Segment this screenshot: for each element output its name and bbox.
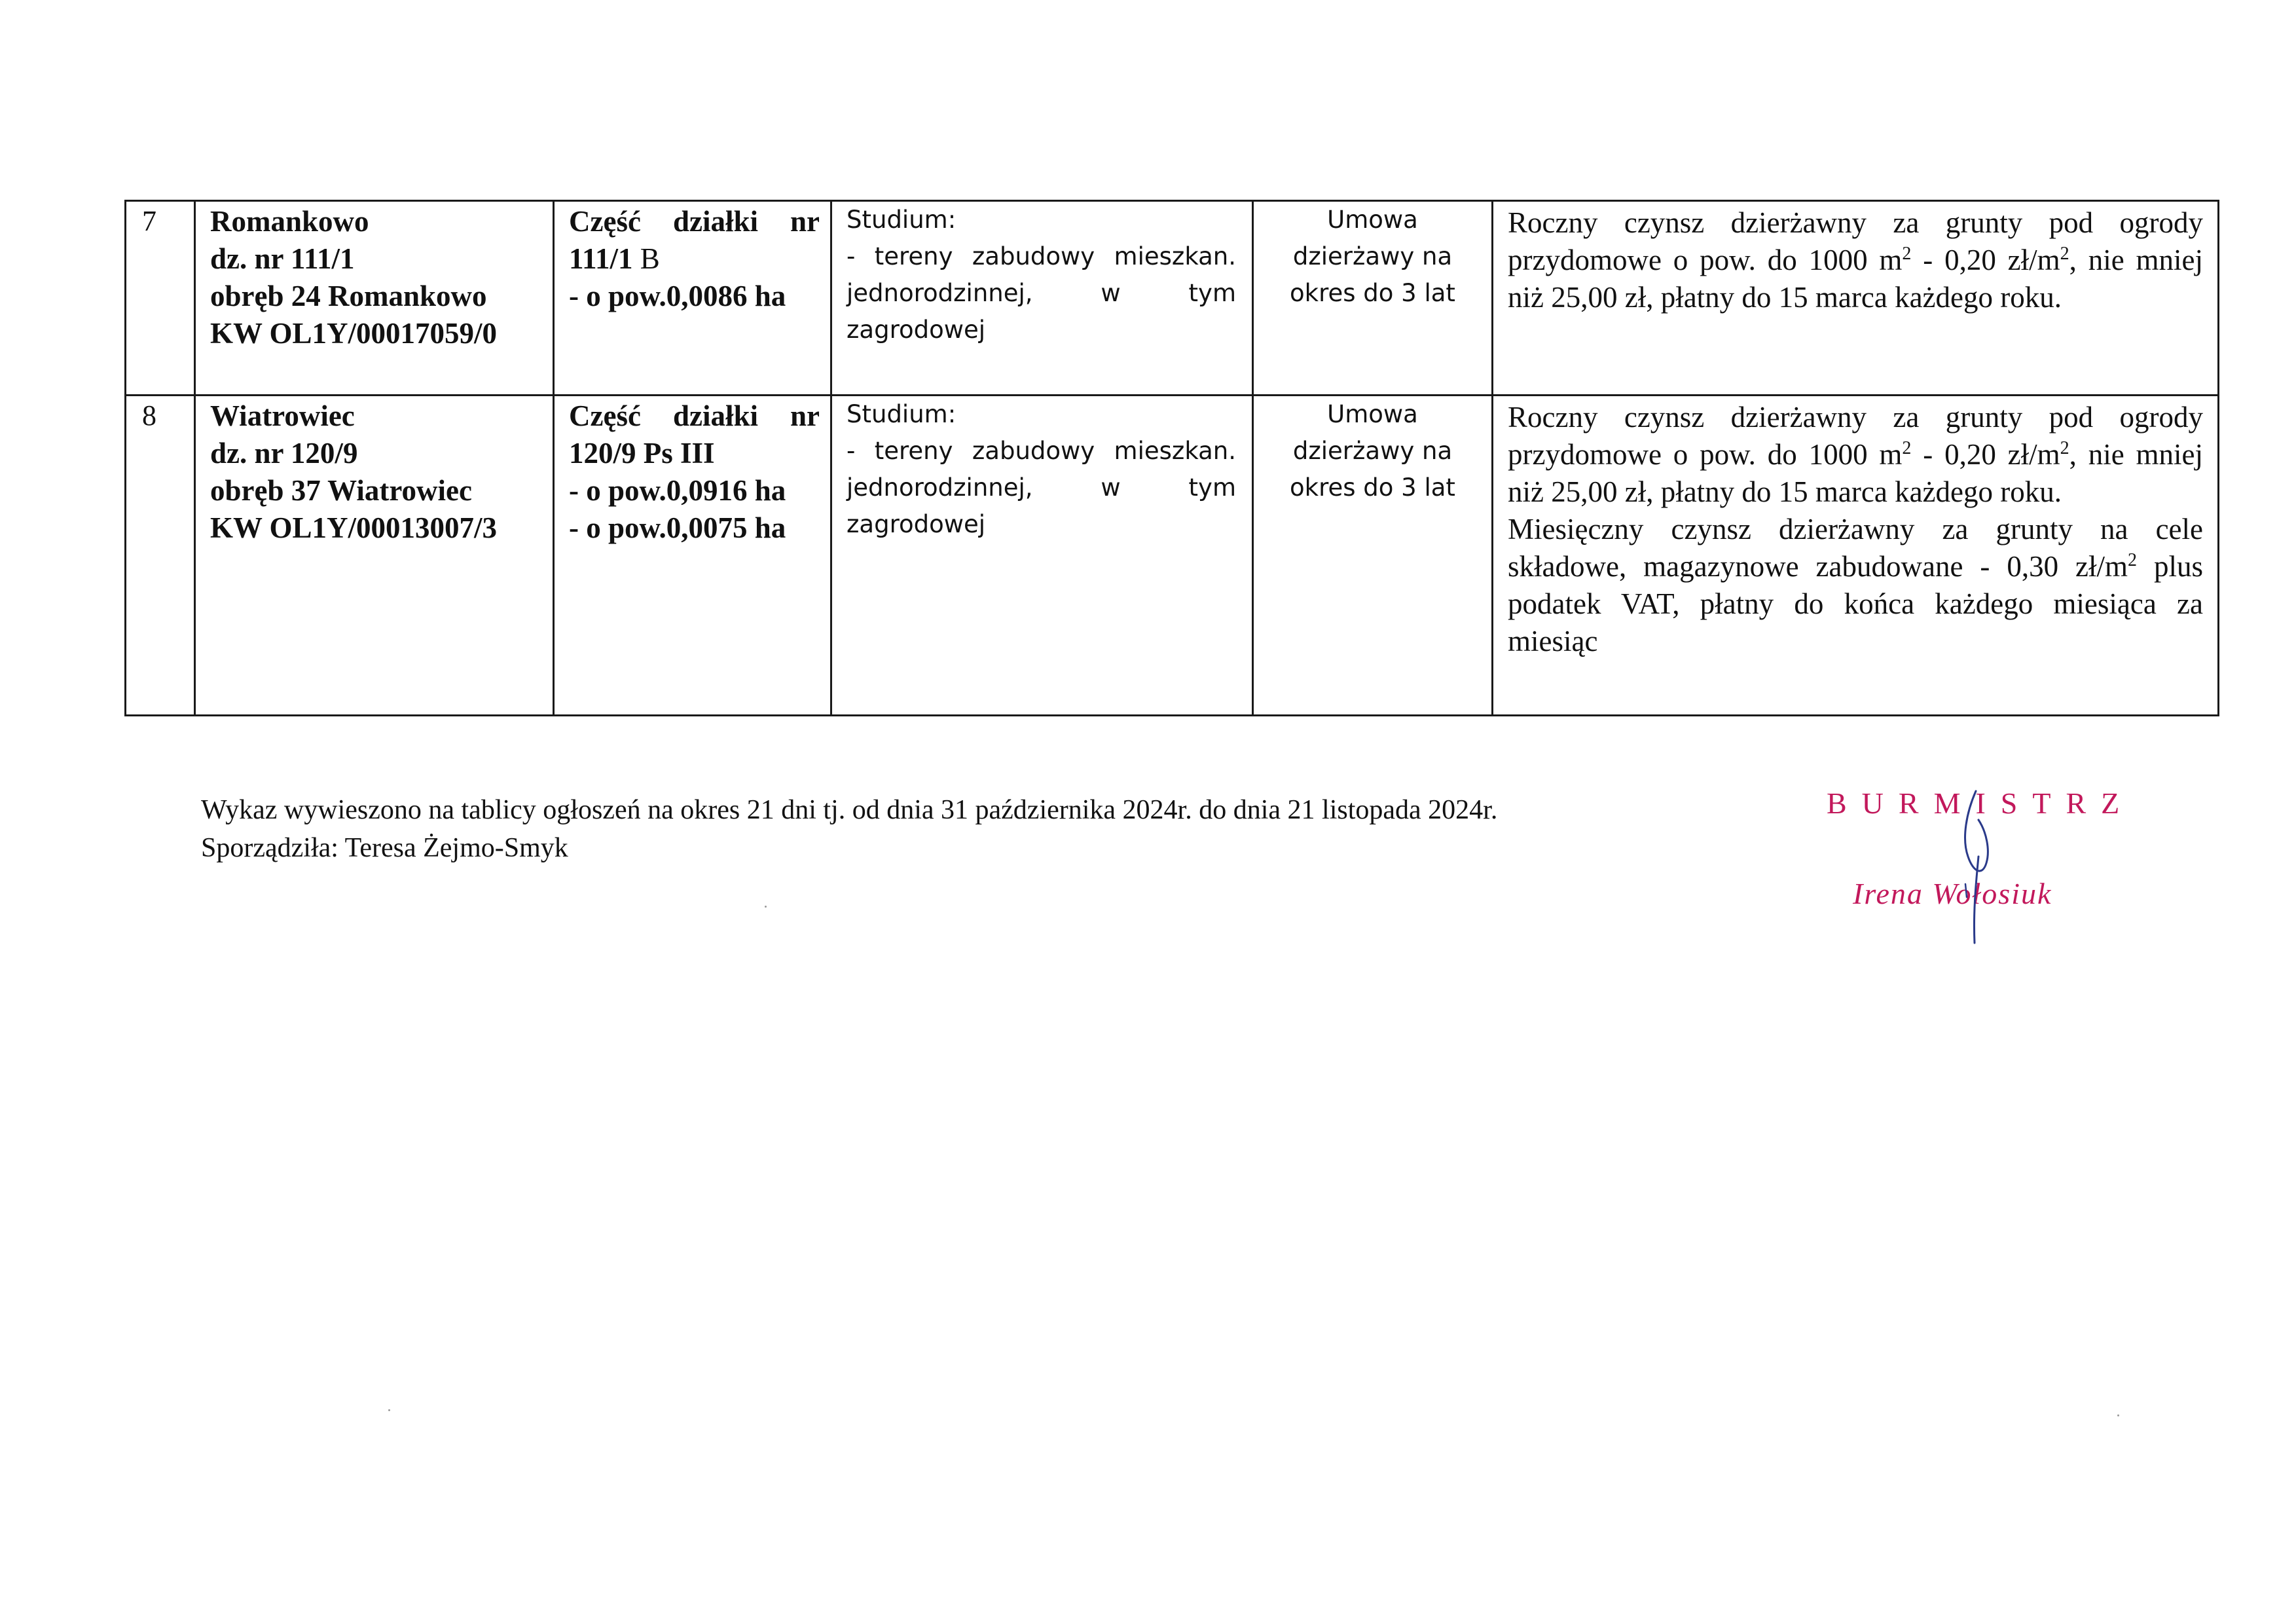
parcel-part-area: - o pow.0,0916 ha: [569, 474, 786, 507]
location-cell: [195, 201, 554, 396]
rent-text: - 0,20 zł/m: [1911, 244, 2060, 276]
lease-form-line: dzierżawy na: [1292, 437, 1453, 465]
row-number: 7: [126, 201, 195, 396]
location-precinct: obręb 37 Wiatrowiec: [210, 474, 472, 507]
rent-cell: [1493, 396, 2219, 716]
rent-text: , nie mniej niż 25,00 zł, płatny do 15 marca każdego roku.: [1508, 244, 2204, 314]
property-table: [124, 200, 2219, 716]
rent-superscript: 2: [2060, 244, 2069, 264]
parcel-part-number: [569, 240, 820, 278]
lease-form-line: dzierżawy na: [1292, 242, 1453, 270]
rent-superscript: 2: [2060, 438, 2069, 458]
parcel-part-number: [569, 435, 820, 472]
location-parcel: dz. nr 120/9: [210, 437, 358, 470]
lease-form-line: Umowa: [1327, 400, 1418, 428]
lease-form-cell: [1253, 201, 1493, 396]
parcel-part-class: B: [632, 242, 660, 275]
rent-superscript: 2: [1902, 244, 1912, 264]
studium-label: Studium:: [847, 400, 957, 428]
location-parcel: dz. nr 111/1: [210, 242, 355, 275]
rent-annual: [1508, 399, 2203, 511]
rent-superscript: 2: [2128, 550, 2138, 570]
rent-text: Roczny czynsz dzierżawny za grunty pod ogrody przydomowe o pow. do 1000 m: [1508, 206, 2203, 276]
studium-line: jednorodzinnej, w tym: [847, 279, 1236, 307]
parcel-part-area: - o pow.0,0086 ha: [569, 280, 786, 312]
parcel-part-number-value: 120/9 Ps III: [569, 437, 715, 470]
parcel-part-area: - o pow.0,0075 ha: [569, 511, 786, 544]
studium-cell: [831, 396, 1253, 716]
stamp-title: BURMISTRZ: [1827, 786, 2135, 820]
scan-speck: [2117, 1414, 2119, 1416]
location-cell: [195, 396, 554, 716]
parcel-part-heading: Część działki nr: [569, 205, 820, 238]
lease-form-cell: [1253, 396, 1493, 716]
studium-line: zagrodowej: [847, 510, 986, 538]
lease-form-line: okres do 3 lat: [1290, 279, 1455, 307]
studium-line: - tereny zabudowy mieszkan.: [847, 242, 1236, 270]
location-village: Romankowo: [210, 205, 369, 238]
rent-text: , nie mniej niż 25,00 zł, płatny do 15 marca każdego roku.: [1508, 438, 2204, 508]
mayor-stamp: [1827, 786, 2147, 956]
lease-form-line: okres do 3 lat: [1290, 473, 1455, 502]
lease-form-line: Umowa: [1327, 206, 1418, 234]
parcel-part-cell: [554, 396, 831, 716]
studium-line: jednorodzinnej, w tym: [847, 473, 1236, 502]
studium-line: - tereny zabudowy mieszkan.: [847, 437, 1236, 465]
location-precinct: obręb 24 Romankowo: [210, 280, 487, 312]
prepared-by: Sporządziła: Teresa Żejmo-Smyk: [201, 833, 568, 863]
parcel-part-cell: [554, 201, 831, 396]
posting-period: Wykaz wywieszono na tablicy ogłoszeń na okres 21 dni tj. od dnia 31 października 2024r. do dnia 21 listopada 2024r.: [201, 795, 1498, 825]
table-row: [126, 396, 2219, 716]
studium-cell: [831, 201, 1253, 396]
rent-text: Roczny czynsz dzierżawny za grunty pod ogrody przydomowe o pow. do 1000 m: [1508, 401, 2203, 471]
location-land-register: KW OL1Y/00017059/0: [210, 317, 497, 350]
table-row: [126, 201, 2219, 396]
rent-text: Miesięczny czynsz dzierżawny za grunty na cele składowe, magazynowe zabudowane - 0,30 zł/m: [1508, 513, 2203, 583]
posting-notice: [201, 791, 1497, 867]
scan-speck: [388, 1409, 390, 1411]
row-number: 8: [126, 396, 195, 716]
signature-icon: [1827, 786, 2147, 956]
parcel-part-heading: Część działki nr: [569, 399, 820, 432]
scan-speck: [765, 906, 767, 908]
location-land-register: KW OL1Y/00013007/3: [210, 511, 497, 544]
studium-line: zagrodowej: [847, 316, 986, 344]
parcel-part-number-value: 111/1: [569, 242, 633, 275]
stamp-name: Irena Wołosiuk: [1853, 877, 2052, 910]
rent-text: plus podatek VAT, płatny do końca każdego miesiąca za miesiąc: [1508, 550, 2203, 657]
rent-superscript: 2: [1902, 438, 1912, 458]
rent-annual: [1508, 204, 2203, 316]
rent-cell: [1493, 201, 2219, 396]
rent-text: - 0,20 zł/m: [1911, 438, 2060, 471]
location-village: Wiatrowiec: [210, 399, 355, 432]
studium-label: Studium:: [847, 206, 957, 234]
rent-monthly: [1508, 511, 2203, 660]
